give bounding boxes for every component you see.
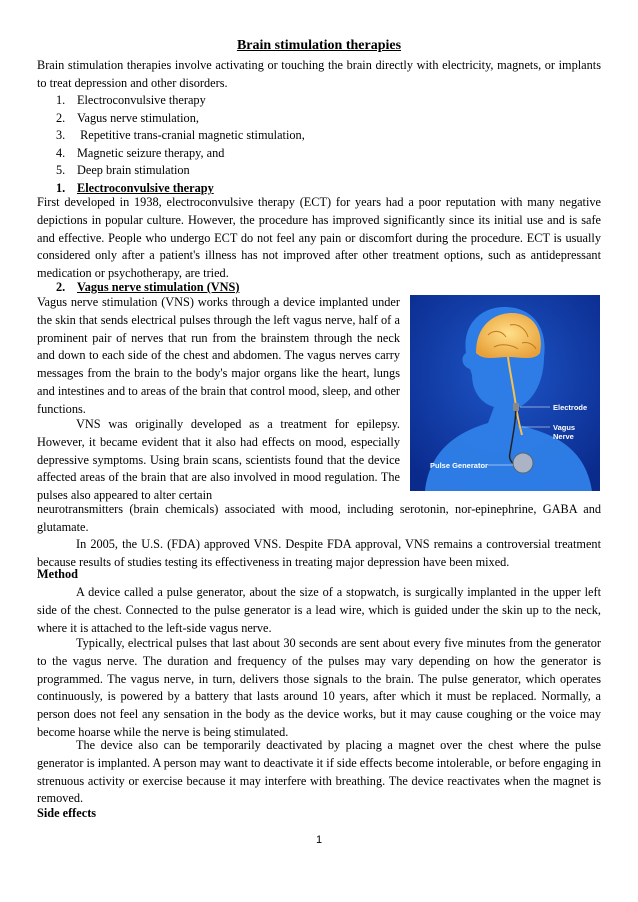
label-pulse-generator: Pulse Generator [430, 461, 488, 470]
page-title: Brain stimulation therapies [236, 38, 402, 53]
list-number: 5. [56, 163, 66, 177]
ect-paragraph: First developed in 1938, electroconvulsive therapy (ECT) for years had a poor reputation with many negative depictions in popular culture. However, the procedure has improved significantly since its initial use and is safe and effective. People who undergo ECT do not feel any pain or discomfort during the procedure. ECT is usually considered only after a patient's illness has not improved after other treatment options, such as antidepressant medication or psychotherapy, are tried. [37, 195, 601, 281]
intro-paragraph: Brain stimulation therapies involve activating or touching the brain directly with electricity, magnets, or implants to treat depression and other disorders. [37, 58, 601, 90]
label-nerve: Nerve [553, 432, 574, 441]
list-text: Magnetic seizure therapy, and [77, 146, 225, 160]
vns-paragraph-1: Vagus nerve stimulation (VNS) works through a device implanted under the skin that sends electrical pulses through the left vagus nerve, half of a prominent pair of nerves that run from the brainstem through the neck and down to each side of the chest and abdomen. The vagus nerves carry messages from the brain to the body's major organs like the heart, lungs and intestines and to areas of the brain that control mood, sleep, and other functions. [37, 295, 400, 416]
list-item [56, 127, 305, 145]
list-text: Repetitive trans-cranial magnetic stimulation, [77, 128, 305, 142]
ect-heading-text: Electroconvulsive therapy [77, 181, 214, 195]
label-vagus: Vagus [553, 423, 576, 432]
list-number: 4. [56, 146, 66, 160]
list-item [56, 92, 206, 110]
list-text: Vagus nerve stimulation, [77, 111, 199, 125]
list-number: 1. [56, 93, 66, 107]
list-item [56, 110, 199, 128]
list-text: Electroconvulsive therapy [77, 93, 206, 107]
electrode-marker [513, 403, 519, 411]
vns-heading-text: Vagus nerve stimulation (VNS) [77, 280, 240, 294]
list-number: 2. [56, 111, 66, 125]
list-item [56, 145, 224, 163]
list-item [56, 162, 190, 180]
pulse-generator-device [513, 453, 533, 473]
vns-illustration [410, 295, 600, 491]
method-paragraph-1: A device called a pulse generator, about the size of a stopwatch, is surgically implanted in the upper left side of the chest. Connected to the pulse generator is a lead wire, which is guided under the skin up to the neck, where it is attached to the left-side vagus nerve. [37, 585, 601, 635]
vns-heading-number: 2. [56, 280, 66, 294]
page-number: 1 [315, 834, 323, 846]
vns-paragraph-2b: neurotransmitters (brain chemicals) associated with mood, including serotonin, nor-epinephrine, GABA and glutamate. [37, 502, 601, 534]
vns-diagram [410, 295, 600, 491]
list-number: 3. [56, 128, 66, 142]
vns-paragraph-2a: VNS was originally developed as a treatment for epilepsy. However, it became evident that it also had effects on mood, especially depressive symptoms. Using brain scans, scientists found that the device affected areas of the brain that are also involved in mood regulation. The pulses also appeared to alter certain [37, 417, 400, 503]
method-paragraph-3: The device also can be temporarily deactivated by placing a magnet over the chest where the pulse generator is implanted. A person may want to deactivate it if side effects become intolerable, or before engaging in strenuous activity or exercise because it may interfere with breathing. The device reactivates when the magnet is removed. [37, 738, 601, 806]
method-paragraph-2: Typically, electrical pulses that last about 30 seconds are sent about every five minutes from the generator to the vagus nerve. The duration and frequency of the pulses may vary depending on how the generator is programmed. The vagus nerve, in turn, delivers those signals to the brain. The pulse generator, which operates continuously, is powered by a battery that lasts around 10 years, after which it must be replaced. Normally, a person does not feel any sensation in the body as the device works, but it may cause coughing or the voice may become hoarse while the nerve is being stimulated. [37, 636, 601, 739]
list-text: Deep brain stimulation [77, 163, 190, 177]
ect-heading-number: 1. [56, 181, 66, 195]
method-heading: Method [37, 567, 78, 581]
label-electrode: Electrode [553, 403, 588, 412]
vns-paragraph-3: In 2005, the U.S. (FDA) approved VNS. Despite FDA approval, VNS remains a controversial treatment because results of studies testing its effectiveness in treating major depression have been mixed. [37, 537, 601, 569]
side-effects-heading: Side effects [37, 806, 97, 820]
